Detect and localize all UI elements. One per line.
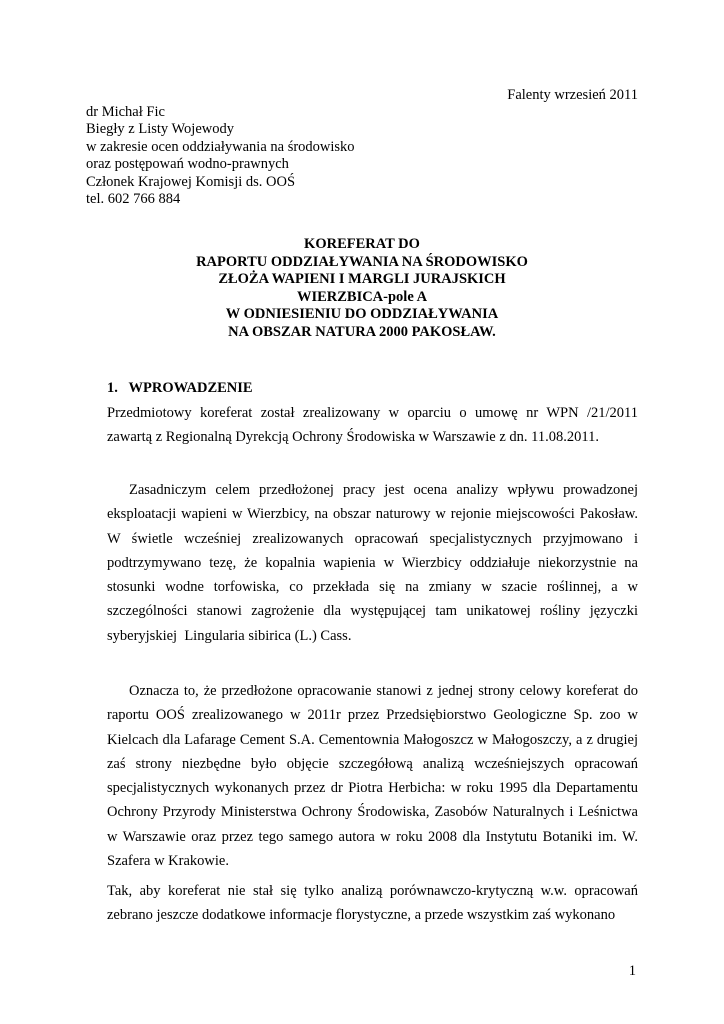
author-line: Biegły z Listy Wojewody <box>86 121 234 138</box>
author-line: Członek Krajowej Komisji ds. OOŚ <box>86 173 296 190</box>
title-line: W ODNIESIENIU DO ODDZIAŁYWANIA <box>225 306 499 322</box>
paragraph-2 <box>107 478 638 648</box>
section-title: WPROWADZENIE <box>128 380 253 396</box>
document-date: Falenty wrzesień 2011 <box>507 87 638 103</box>
title-line: KOREFERAT DO <box>304 236 420 252</box>
species-latin-name: Lingularia sibirica <box>184 627 292 644</box>
section-number: 1. <box>107 380 118 396</box>
title-line: NA OBSZAR NATURA 2000 PAKOSŁAW. <box>228 323 496 340</box>
paragraph-1: Przedmiotowy koreferat został zrealizowany w oparciu o umowę nr WPN /21/2011 zawartą z Regionalną Dyrekcją Ochrony Środowiska w Warszawie z dn. 11.08.2011. <box>107 405 638 446</box>
author-line: oraz postępowań wodno-prawnych <box>86 156 289 173</box>
paragraph-2-text: Zasadniczym celem przedłożonej pracy jest ocena analizy wpływu prowadzonej eksploatacji wapieni w Wierzbicy, na obszar naturowy w rejonie miejscowości Pakosław. W świetle wcześniej zrealizowanych opracowań specjalistycznych przyjmowano i podtrzymywano tezę, że kopalnia wapienia w Wierzbicy oddziałuje niekorzystnie na stosunki wodne torfowiska, co przekłada się na zmiany w szacie roślinnej, a w szczególności stanowi zagrożenie dla występującej tam unikatowej rośliny języczki syberyjskiej <box>107 482 638 644</box>
document-title <box>86 236 638 341</box>
paragraph-4: Tak, aby koreferat nie stał się tylko analizą porównawczo-krytyczną w.w. opracowań zebrano jeszcze dodatkowe informacje florystyczne, a przede wszystkim zaś wykonano <box>107 883 638 924</box>
title-line: ZŁOŻA WAPIENI I MARGLI JURAJSKICH <box>218 271 506 287</box>
title-line: RAPORTU ODDZIAŁYWANIA NA ŚRODOWISKO <box>196 253 528 270</box>
author-line: w zakresie ocen oddziaływania na środowisko <box>86 138 355 155</box>
author-line: dr Michał Fic <box>86 104 165 120</box>
section-heading <box>107 380 253 397</box>
page-number: 1 <box>628 963 636 979</box>
paragraph-3: Oznacza to, że przedłożone opracowanie stanowi z jednej strony celowy koreferat do raportu OOŚ zrealizowanego w 2011r przez Przedsiębiorstwo Geologiczne Sp. zoo w Kielcach dla Lafarage Cement S.A. Cementownia Małogoszcz w Małogoszczy, a z drugiej zaś strony niezbędne było objęcie szczegółową analizą wcześniejszych opracowań specjalistycznych wykonanych przez dr Piotra Herbicha: w roku 1995 dla Departamentu Ochrony Przyrody Ministerstwa Ochrony Środowiska, Zasobów Naturalnych i Leśnictwa w Warszawie oraz przez tego samego autora w roku 2008 dla Instytutu Botaniki im. W. Szafera w Krakowie. <box>107 683 638 870</box>
title-line: WIERZBICA-pole A <box>296 288 428 305</box>
author-block <box>86 104 355 208</box>
author-line: tel. 602 766 884 <box>86 191 181 208</box>
species-author: (L.) Cass. <box>294 627 352 644</box>
